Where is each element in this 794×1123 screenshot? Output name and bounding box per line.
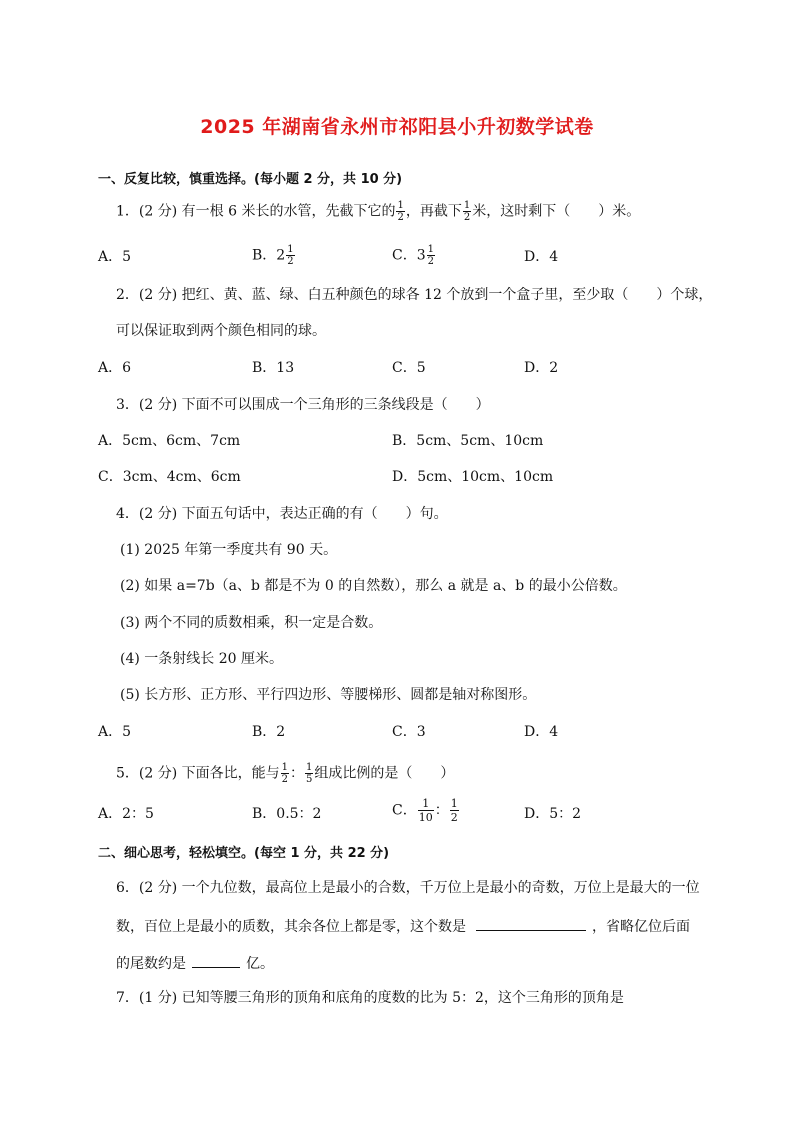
fraction: $\frac{1}{10}$ xyxy=(418,797,433,824)
q3-option-c[interactable]: C．3cm、4cm、6cm xyxy=(98,469,241,485)
q3-option-d[interactable]: D．5cm、10cm、10cm xyxy=(392,469,554,485)
question-1 xyxy=(116,200,640,223)
fraction: $\frac{1}{2}$ xyxy=(450,797,458,824)
q4-statement-1: (1) 2025 年第一季度共有 90 天。 xyxy=(120,542,338,558)
q1-option-b[interactable]: B．2 $\frac{1}{2}$ xyxy=(252,244,294,267)
q4-statement-3: (3) 两个不同的质数相乘，积一定是合数。 xyxy=(120,615,383,631)
question-2-line-1: 2．(2 分) 把红、黄、蓝、绿、白五种颜色的球各 12 个放到一个盒子里，至少取（ ）个球， xyxy=(116,287,713,303)
q1-option-c[interactable]: C．3 $\frac{1}{2}$ xyxy=(392,244,434,267)
question-2-line-2: 可以保证取到两个颜色相同的球。 xyxy=(116,323,326,339)
question-4: 4．(2 分) 下面五句话中，表达正确的有（ ）句。 xyxy=(116,506,448,522)
q5-option-c[interactable]: C． $\frac{1}{10}$ ： $\frac{1}{2}$ xyxy=(392,797,458,824)
question-5: 5．(2 分) 下面各比，能与 $\frac{1}{2}$ ： $\frac{1}{5}$ 组成比例的是（ ） xyxy=(116,762,455,785)
question-6-line-1: 6．(2 分) 一个九位数，最高位上是最小的合数，千万位上是最小的奇数，万位上是最大的一位 xyxy=(116,880,700,896)
question-6-line-3: 的尾数约是 亿。 xyxy=(116,953,274,973)
section-1-heading: 一、反复比较，慎重选择。(每小题 2 分，共 10 分) xyxy=(98,172,403,187)
q4-option-a[interactable]: A．5 xyxy=(98,724,132,740)
question-7-line-1: 7．(1 分) 已知等腰三角形的顶角和底角的度数的比为 5：2，这个三角形的顶角是 xyxy=(116,990,624,1006)
fraction: $\frac{1}{5}$ xyxy=(306,762,313,785)
q1-option-a[interactable]: A．5 xyxy=(98,249,132,265)
q4-statement-5: (5) 长方形、正方形、平行四边形、等腰梯形、圆都是轴对称图形。 xyxy=(120,687,537,703)
answer-blank[interactable] xyxy=(476,916,586,931)
fraction: $\frac{1}{2}$ xyxy=(427,244,434,267)
q5-option-a[interactable]: A．2：5 xyxy=(98,806,154,822)
question-6-line-2: 数，百位上是最小的质数，其余各位上都是零，这个数是 ，省略亿位后面 xyxy=(116,916,690,936)
q5-option-b[interactable]: B．0.5：2 xyxy=(252,806,322,822)
q4-option-b[interactable]: B．2 xyxy=(252,724,286,740)
q5-option-d[interactable]: D．5：2 xyxy=(524,806,582,822)
fraction: $\frac{1}{2}$ xyxy=(287,244,294,267)
q1-text-a: 1．(2 分) 有一根 6 米长的水管，先截下它的 xyxy=(116,203,396,220)
q1-text-b: ，再截下 xyxy=(405,203,462,220)
q1-option-d[interactable]: D．4 xyxy=(524,249,559,265)
q2-option-d[interactable]: D．2 xyxy=(524,360,559,376)
q4-option-d[interactable]: D．4 xyxy=(524,724,559,740)
question-3: 3．(2 分) 下面不可以围成一个三角形的三条线段是（ ） xyxy=(116,397,490,413)
exam-title: 2025 年湖南省永州市祁阳县小升初数学试卷 xyxy=(200,116,594,138)
q4-statement-2: (2) 如果 a=7b（a、b 都是不为 0 的自然数），那么 a 就是 a、b 的最小公倍数。 xyxy=(120,578,627,594)
q3-option-a[interactable]: A．5cm、6cm、7cm xyxy=(98,433,241,449)
section-2-heading: 二、细心思考，轻松填空。(每空 1 分，共 22 分) xyxy=(98,846,390,861)
answer-blank[interactable] xyxy=(192,953,240,968)
fraction: $\frac{1}{2}$ xyxy=(463,200,471,223)
q1-text-c: 米，这时剩下（ ）米。 xyxy=(472,203,641,220)
q2-option-a[interactable]: A．6 xyxy=(98,360,132,376)
fraction: $\frac{1}{2}$ xyxy=(397,200,404,223)
q3-option-b[interactable]: B．5cm、5cm、10cm xyxy=(392,433,544,449)
q4-statement-4: (4) 一条射线长 20 厘米。 xyxy=(120,651,283,667)
fraction: $\frac{1}{2}$ xyxy=(281,762,289,785)
q4-option-c[interactable]: C．3 xyxy=(392,724,426,740)
q2-option-b[interactable]: B．13 xyxy=(252,360,295,376)
q2-option-c[interactable]: C．5 xyxy=(392,360,426,376)
